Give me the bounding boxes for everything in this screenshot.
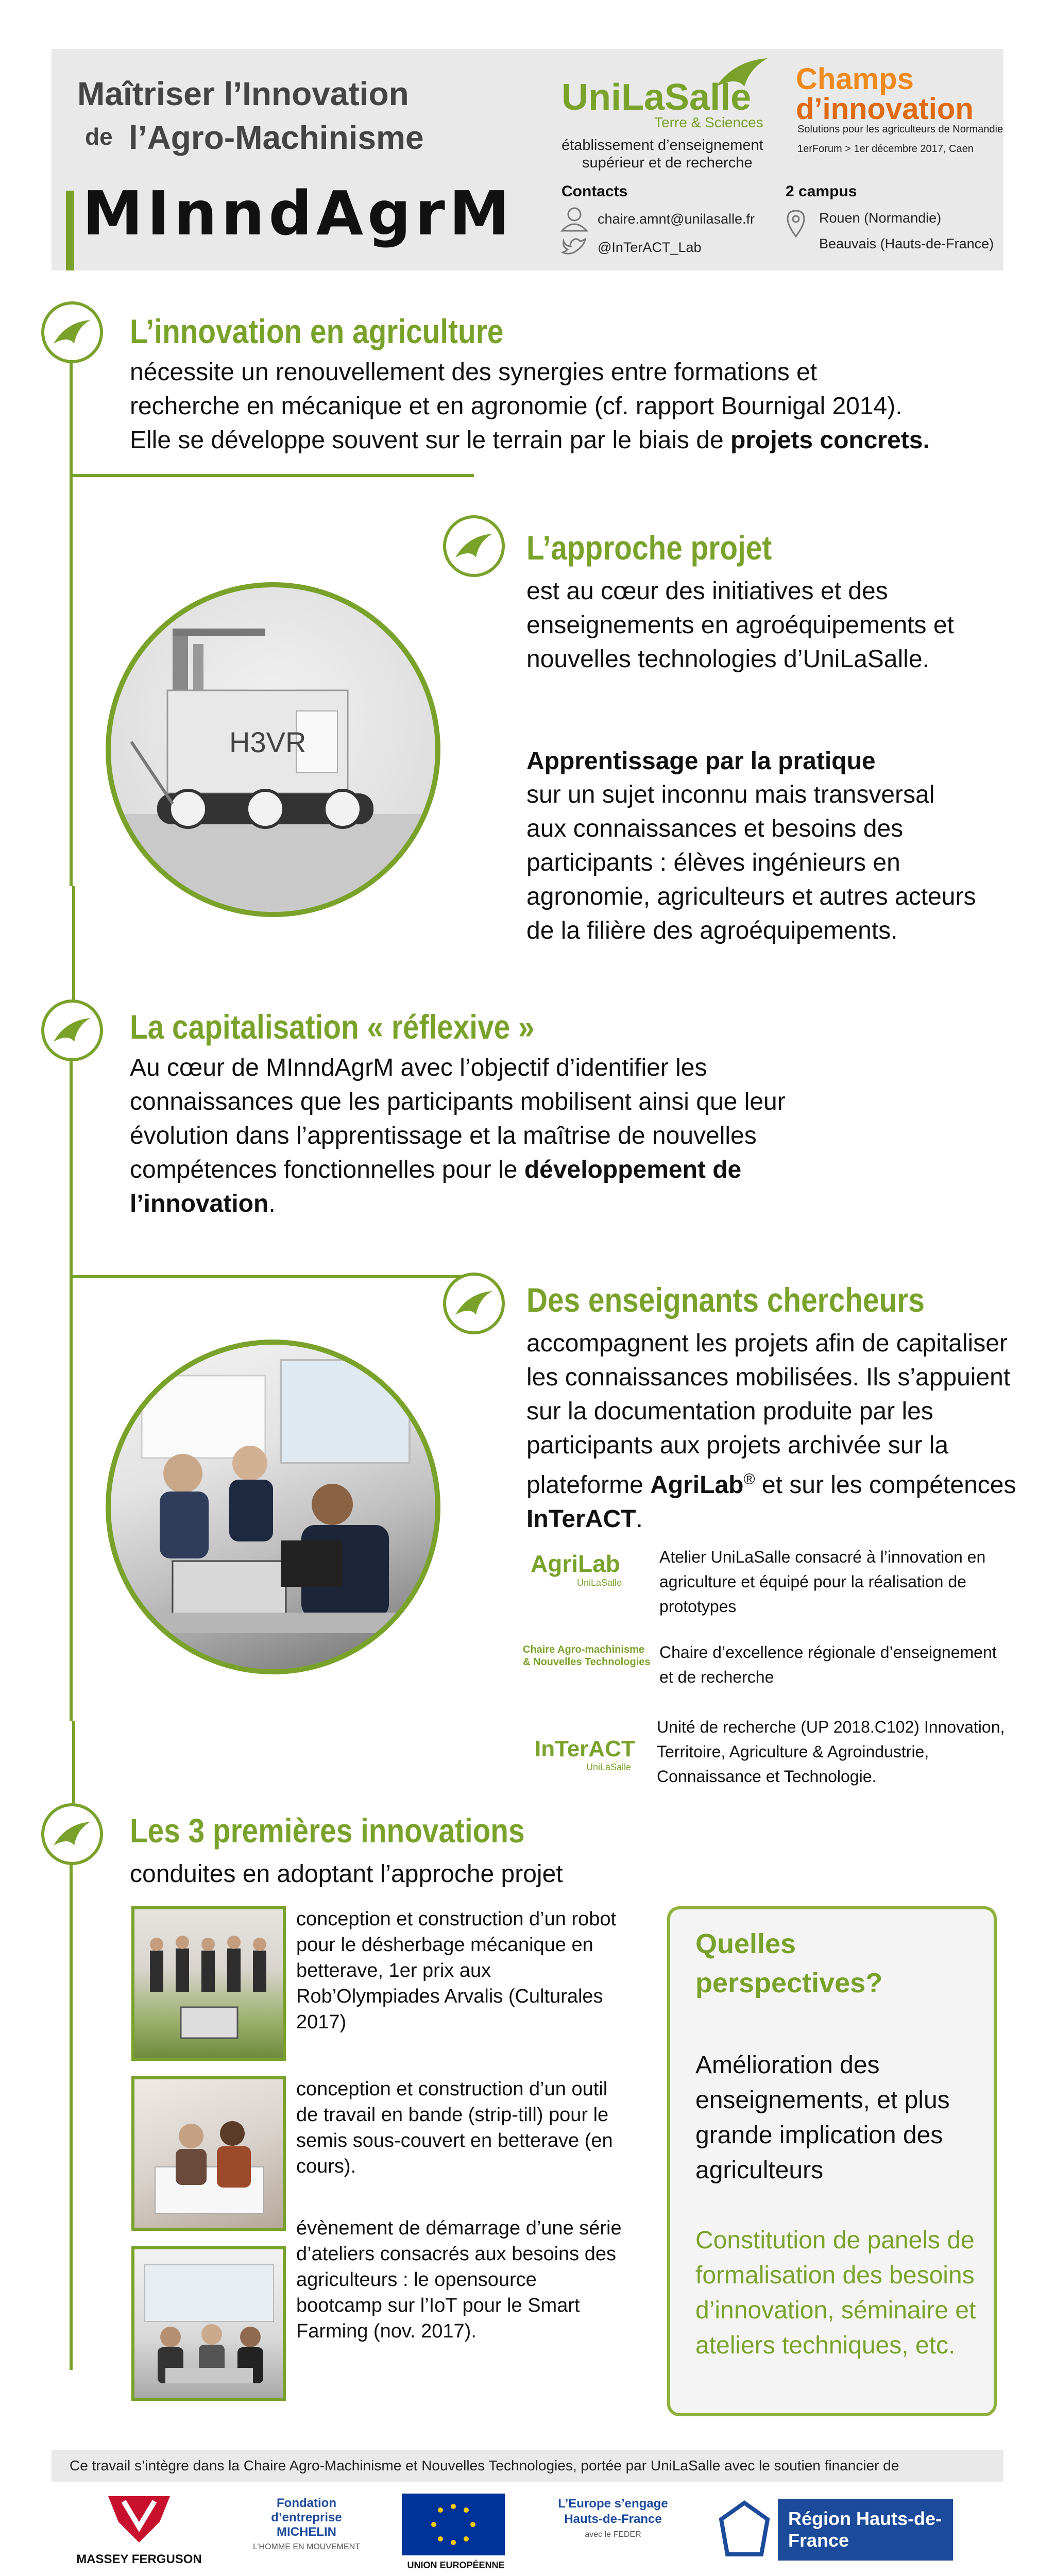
robot-label: H3VR	[229, 726, 307, 758]
unilasalle-logo: UniLaSalle	[561, 77, 752, 118]
unilasalle-leaf-icon	[713, 56, 770, 92]
leaf-icon	[443, 515, 505, 577]
section-text-capitalisation: Au cœur de MInndAgrM avec l’objectif d’identifier les connaissances que les participants mobilisent ainsi que leur évolution dans l’apprentissage et la maîtrise de nouvelles compétences fonctionnelles pour le développement de l’innovation.	[130, 1054, 786, 1217]
forum-text: 1erForum > 1er décembre 2017, Caen	[797, 143, 974, 155]
champs-logo: Champs d’innovation	[796, 62, 974, 126]
title-line2-prefix: de	[85, 123, 113, 150]
section-bold-approche: Apprentissage par la pratique	[526, 748, 876, 775]
section-text-approche: est au cœur des initiatives et des enseignements en agroéquipements et nouvelles technologies d’UniLaSalle.	[526, 578, 954, 673]
perspectives-title: Quelles perspectives?	[695, 1928, 883, 1998]
unilasalle-desc-2: supérieur et de recherche	[582, 155, 753, 171]
footer-intro: Ce travail s’intègre dans la Chaire Agro-Machinisme et Nouvelles Technologies, portée par UniLaSalle avec le soutien financier de	[70, 2458, 899, 2473]
leaf-icon	[443, 1273, 505, 1334]
eu-logo: UNION EUROPÉENNE	[402, 2494, 510, 2571]
section-title-innovation: L’innovation en agriculture	[130, 312, 504, 350]
agrilab-logo: AgriLab UniLaSalle	[531, 1550, 622, 1588]
section-title-innovations: Les 3 premières innovations	[130, 1811, 525, 1850]
leaf-icon	[41, 999, 103, 1061]
section-text2-approche: sur un sujet inconnu mais transversal aux connaissances et besoins des participants : élèves ingénieurs en agronomie, agriculteurs et autres acteurs de la filière des agroéquipements.	[526, 781, 976, 944]
twitter-icon	[561, 237, 587, 258]
workshop-photo	[106, 1340, 440, 1674]
perspectives-text-1: Amélioration des enseignements, et plus grande implication des agriculteurs	[695, 2052, 950, 2184]
innovation-item-3: évènement de démarrage d’une série d’ateliers consacrés aux besoins des agriculteurs : le opensource bootcamp sur l’IoT pour le Smart Farming (nov. 2017).	[296, 2217, 622, 2342]
title-bar	[66, 191, 74, 270]
person-icon	[559, 206, 590, 232]
title-line1: Maîtriser l’Innovation	[77, 75, 409, 112]
acronym: MInndAgrM	[82, 178, 514, 249]
title-line2: l’Agro-Machinisme	[129, 119, 424, 156]
innovation-item-1: conception et construction d’un robot pour le désherbage mécanique en betterave, 1er prix aux Rob’Olympiades Arvalis (Culturales 2017)	[296, 1908, 617, 2033]
perspectives-text-2: Constitution de panels de formalisation des besoins d’innovation, séminaire et ateliers techniques, etc.	[695, 2227, 976, 2359]
twitter-link[interactable]: @InTerACT_Lab	[598, 240, 702, 255]
partner-text-chaire: Chaire d’excellence régionale d’enseignement et de recherche	[659, 1643, 997, 1686]
robot-photo	[106, 582, 440, 917]
strip-till-photo	[131, 2076, 286, 2231]
section-text-enseignants: accompagnent les projets afin de capitaliser les connaissances mobilisées. Ils s’appuient sur la documentation produite par les participants aux projets archivée sur la plateforme AgriLab® et sur les compétences InTerACT.	[526, 1330, 1016, 1533]
unilasalle-desc-1: établissement d’enseignement	[561, 137, 763, 154]
chaire-logo: Chaire Agro-machinisme & Nouvelles Technologies	[523, 1644, 651, 1668]
timeline-left-3	[70, 1839, 73, 2370]
partner-text-interact: Unité de recherche (UP 2018.C102) Innovation, Territoire, Agriculture & Agroindustrie, Connaissance et Technologie.	[657, 1718, 1005, 1786]
champs-sub: Solutions pour les agriculteurs de Normandie	[797, 124, 1003, 135]
partner-text-agrilab: Atelier UniLaSalle consacré à l’innovation en agriculture et équipé pour la réalisation de prototypes	[659, 1548, 986, 1616]
unilasalle-sub: Terre & Sciences	[654, 114, 763, 130]
michelin-logo: Fondation d’entreprise MICHELIN L’HOMME EN MOUVEMENT	[252, 2496, 360, 2551]
section-title-capitalisation: La capitalisation « réflexive »	[130, 1008, 535, 1046]
interact-logo: InTerACT UniLaSalle	[535, 1736, 635, 1772]
campus-1: Rouen (Normandie)	[819, 210, 942, 226]
connector-enseignants	[72, 1275, 474, 1278]
section-subtitle-innovations: conduites en adoptant l’approche projet	[130, 1860, 563, 1888]
leaf-icon	[41, 301, 103, 363]
leaf-icon	[41, 1803, 103, 1865]
section-text-innovation: nécessite un renouvellement des synergies entre formations et recherche en mécanique et en agronomie (cf. rapport Bournigal 2014). Elle se développe souvent sur le terrain par le biais de projets concrets.	[130, 359, 930, 454]
massey-ferguson-logo: MASSEY FERGUSON	[67, 2491, 211, 2573]
region-logo: Région Hauts-de-France	[716, 2494, 958, 2566]
bootcamp-photo	[131, 2246, 286, 2401]
connector-innov	[72, 1721, 75, 1803]
email-link[interactable]: chaire.amnt@unilasalle.fr	[598, 211, 755, 227]
timeline-left-2	[70, 1061, 73, 1721]
campus-label: 2 campus	[786, 183, 857, 200]
map-pin-icon	[786, 209, 806, 240]
campus-2: Beauvais (Hauts-de-France)	[819, 236, 994, 251]
section-title-approche: L’approche projet	[526, 529, 772, 567]
europe-engage-logo: L’Europe s’engage Hauts-de-France avec le FEDER	[558, 2497, 668, 2539]
contacts-label: Contacts	[561, 183, 628, 200]
timeline-left-1	[70, 358, 73, 886]
robot-team-photo	[131, 1906, 286, 2061]
innovation-item-2: conception et construction d’un outil de travail en bande (strip-till) pour le semis sous-couvert en betterave (en cours).	[296, 2078, 613, 2177]
section-title-enseignants: Des enseignants chercheurs	[526, 1281, 925, 1319]
connector-approche	[72, 474, 474, 477]
